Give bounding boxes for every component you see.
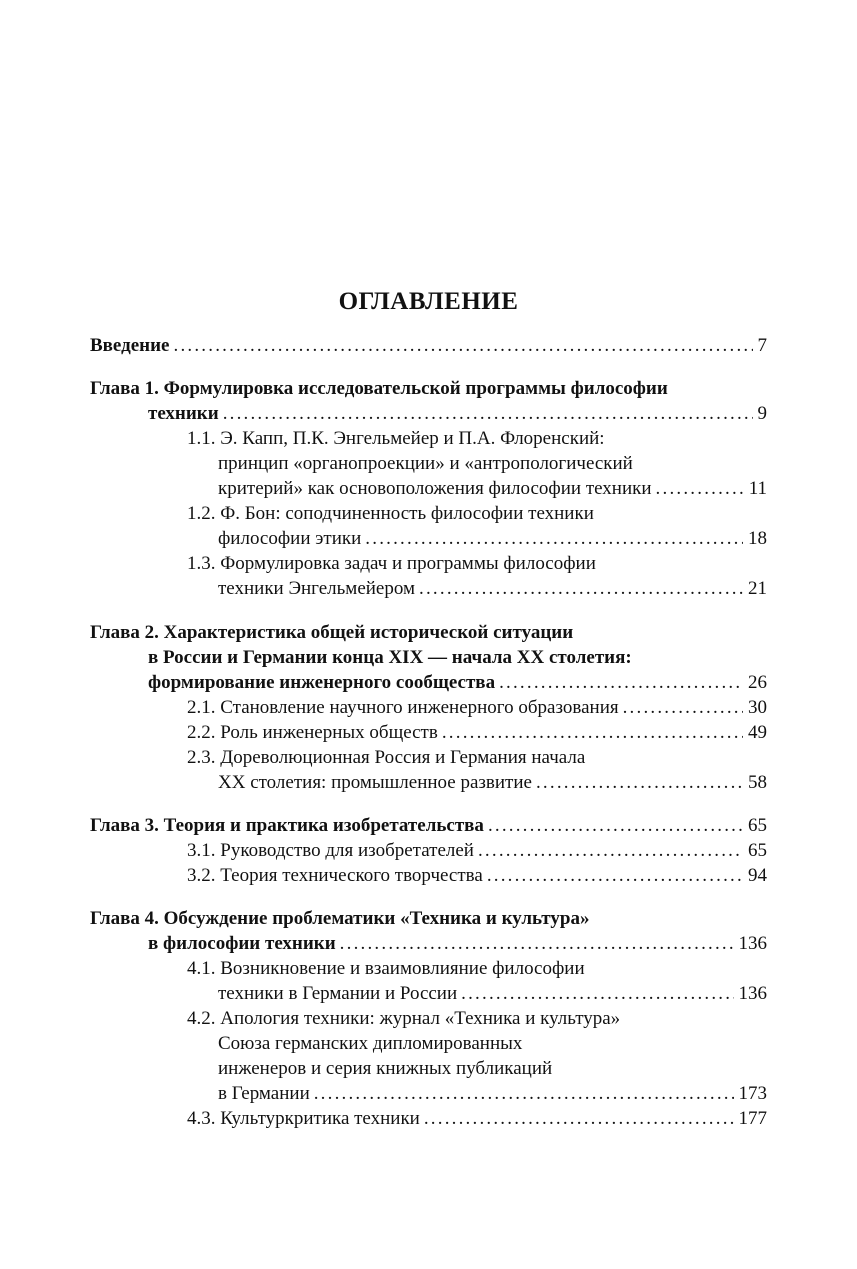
toc-entry-label: техники в Германии и России: [218, 983, 458, 1004]
toc-entry-label: 2.1. Становление научного инженерного образования: [187, 697, 619, 718]
toc-page-number: 30: [748, 697, 767, 718]
toc-section-1-3-line1: 1.3. Формулировка задач и программы философии: [187, 553, 596, 574]
dot-leader: [536, 770, 743, 795]
toc-section-2-3-line1: 2.3. Дореволюционная Россия и Германия начала: [187, 747, 586, 768]
toc-entry-label: 4.3. Культуркритика техники: [187, 1108, 420, 1129]
toc-section-1-1-line2: принцип «органопроекции» и «антропологический: [218, 453, 633, 474]
toc-entry-section-4-3[interactable]: [187, 1106, 767, 1131]
toc-section-4-2-line3: инженеров и серия книжных публикаций: [218, 1058, 553, 1079]
toc-entry-section-4-2[interactable]: [218, 1081, 767, 1106]
toc-entry-chapter-2[interactable]: [148, 670, 767, 695]
toc-page-number: 65: [748, 815, 767, 836]
toc-entry-label: 3.2. Теория технического творчества: [187, 865, 483, 886]
dot-leader: [174, 333, 753, 358]
toc-page-number: 9: [757, 403, 767, 424]
toc-entry-label: философии этики: [218, 528, 362, 549]
dot-leader: [488, 813, 743, 838]
toc-page-number: 136: [738, 933, 767, 954]
toc-page-number: 58: [748, 772, 767, 793]
toc-page-number: 136: [738, 983, 767, 1004]
toc-entry-label: критерий» как основоположения философии техники: [218, 478, 652, 499]
toc-entry-chapter-3[interactable]: [90, 813, 767, 838]
toc-page-number: 21: [748, 578, 767, 599]
toc-entry-chapter-1[interactable]: [148, 401, 767, 426]
dot-leader: [487, 863, 743, 888]
toc-entry-section-1-2[interactable]: [218, 526, 767, 551]
toc-entry-label: в философии техники: [148, 933, 336, 954]
dot-leader: [478, 838, 743, 863]
dot-leader: [461, 981, 733, 1006]
toc-entry-section-1-3[interactable]: [218, 576, 767, 601]
toc-entry-label: 2.2. Роль инженерных обществ: [187, 722, 438, 743]
dot-leader: [424, 1106, 734, 1131]
dot-leader: [499, 670, 743, 695]
dot-leader: [656, 476, 744, 501]
dot-leader: [365, 526, 743, 551]
toc-section-1-2-line1: 1.2. Ф. Бон: соподчиненность философии техники: [187, 503, 594, 524]
toc-page-number: 49: [748, 722, 767, 743]
toc-entry-label: Глава 3. Теория и практика изобретательства: [90, 815, 484, 836]
dot-leader: [223, 401, 753, 426]
toc-entry-section-4-1[interactable]: [218, 981, 767, 1006]
toc-chapter-2-line1: Глава 2. Характеристика общей исторической ситуации: [90, 622, 574, 643]
toc-page-number: 11: [748, 478, 767, 499]
toc-chapter-2-line2: в России и Германии конца XIX — начала XX столетия:: [148, 647, 632, 668]
toc-entry-label: техники Энгельмейером: [218, 578, 416, 599]
dot-leader: [314, 1081, 734, 1106]
toc-page-number: 7: [757, 335, 767, 356]
toc-page-number: 173: [738, 1083, 767, 1104]
toc-page-number: 26: [748, 672, 767, 693]
toc-entry-section-1-1[interactable]: [218, 476, 767, 501]
toc-entry-section-2-1[interactable]: [187, 695, 767, 720]
toc-page-number: 18: [748, 528, 767, 549]
toc-page-number: 177: [738, 1108, 767, 1129]
dot-leader: [419, 576, 743, 601]
toc-entry-label: XX столетия: промышленное развитие: [218, 772, 532, 793]
toc-entry-section-3-1[interactable]: [187, 838, 767, 863]
dot-leader: [340, 931, 734, 956]
dot-leader: [623, 695, 743, 720]
toc-entry-label: формирование инженерного сообщества: [148, 672, 496, 693]
toc-entry-label: 3.1. Руководство для изобретателей: [187, 840, 474, 861]
toc-entry-chapter-4[interactable]: [148, 931, 767, 956]
toc-entry-label: техники: [148, 403, 219, 424]
toc-entry-intro[interactable]: [90, 333, 767, 358]
toc-entry-section-3-2[interactable]: [187, 863, 767, 888]
toc-chapter-1-line1: Глава 1. Формулировка исследовательской программы философии: [90, 378, 668, 399]
toc-chapter-4-line1: Глава 4. Обсуждение проблематики «Техника и культура»: [90, 908, 590, 929]
toc-entry-label: в Германии: [218, 1083, 310, 1104]
dot-leader: [442, 720, 743, 745]
toc-section-1-1-line1: 1.1. Э. Капп, П.К. Энгельмейер и П.А. Флоренский:: [187, 428, 605, 449]
toc-entry-section-2-3[interactable]: [218, 770, 767, 795]
toc-section-4-2-line2: Союза германских дипломированных: [218, 1033, 523, 1054]
toc-page-number: 65: [748, 840, 767, 861]
toc-entry-section-2-2[interactable]: [187, 720, 767, 745]
toc-entry-label: Введение: [90, 335, 170, 356]
toc-section-4-1-line1: 4.1. Возникновение и взаимовлияние философии: [187, 958, 585, 979]
page-title: ОГЛАВЛЕНИЕ: [338, 288, 519, 315]
toc-section-4-2-line1: 4.2. Апология техники: журнал «Техника и культура»: [187, 1008, 621, 1029]
toc-page-number: 94: [748, 865, 767, 886]
